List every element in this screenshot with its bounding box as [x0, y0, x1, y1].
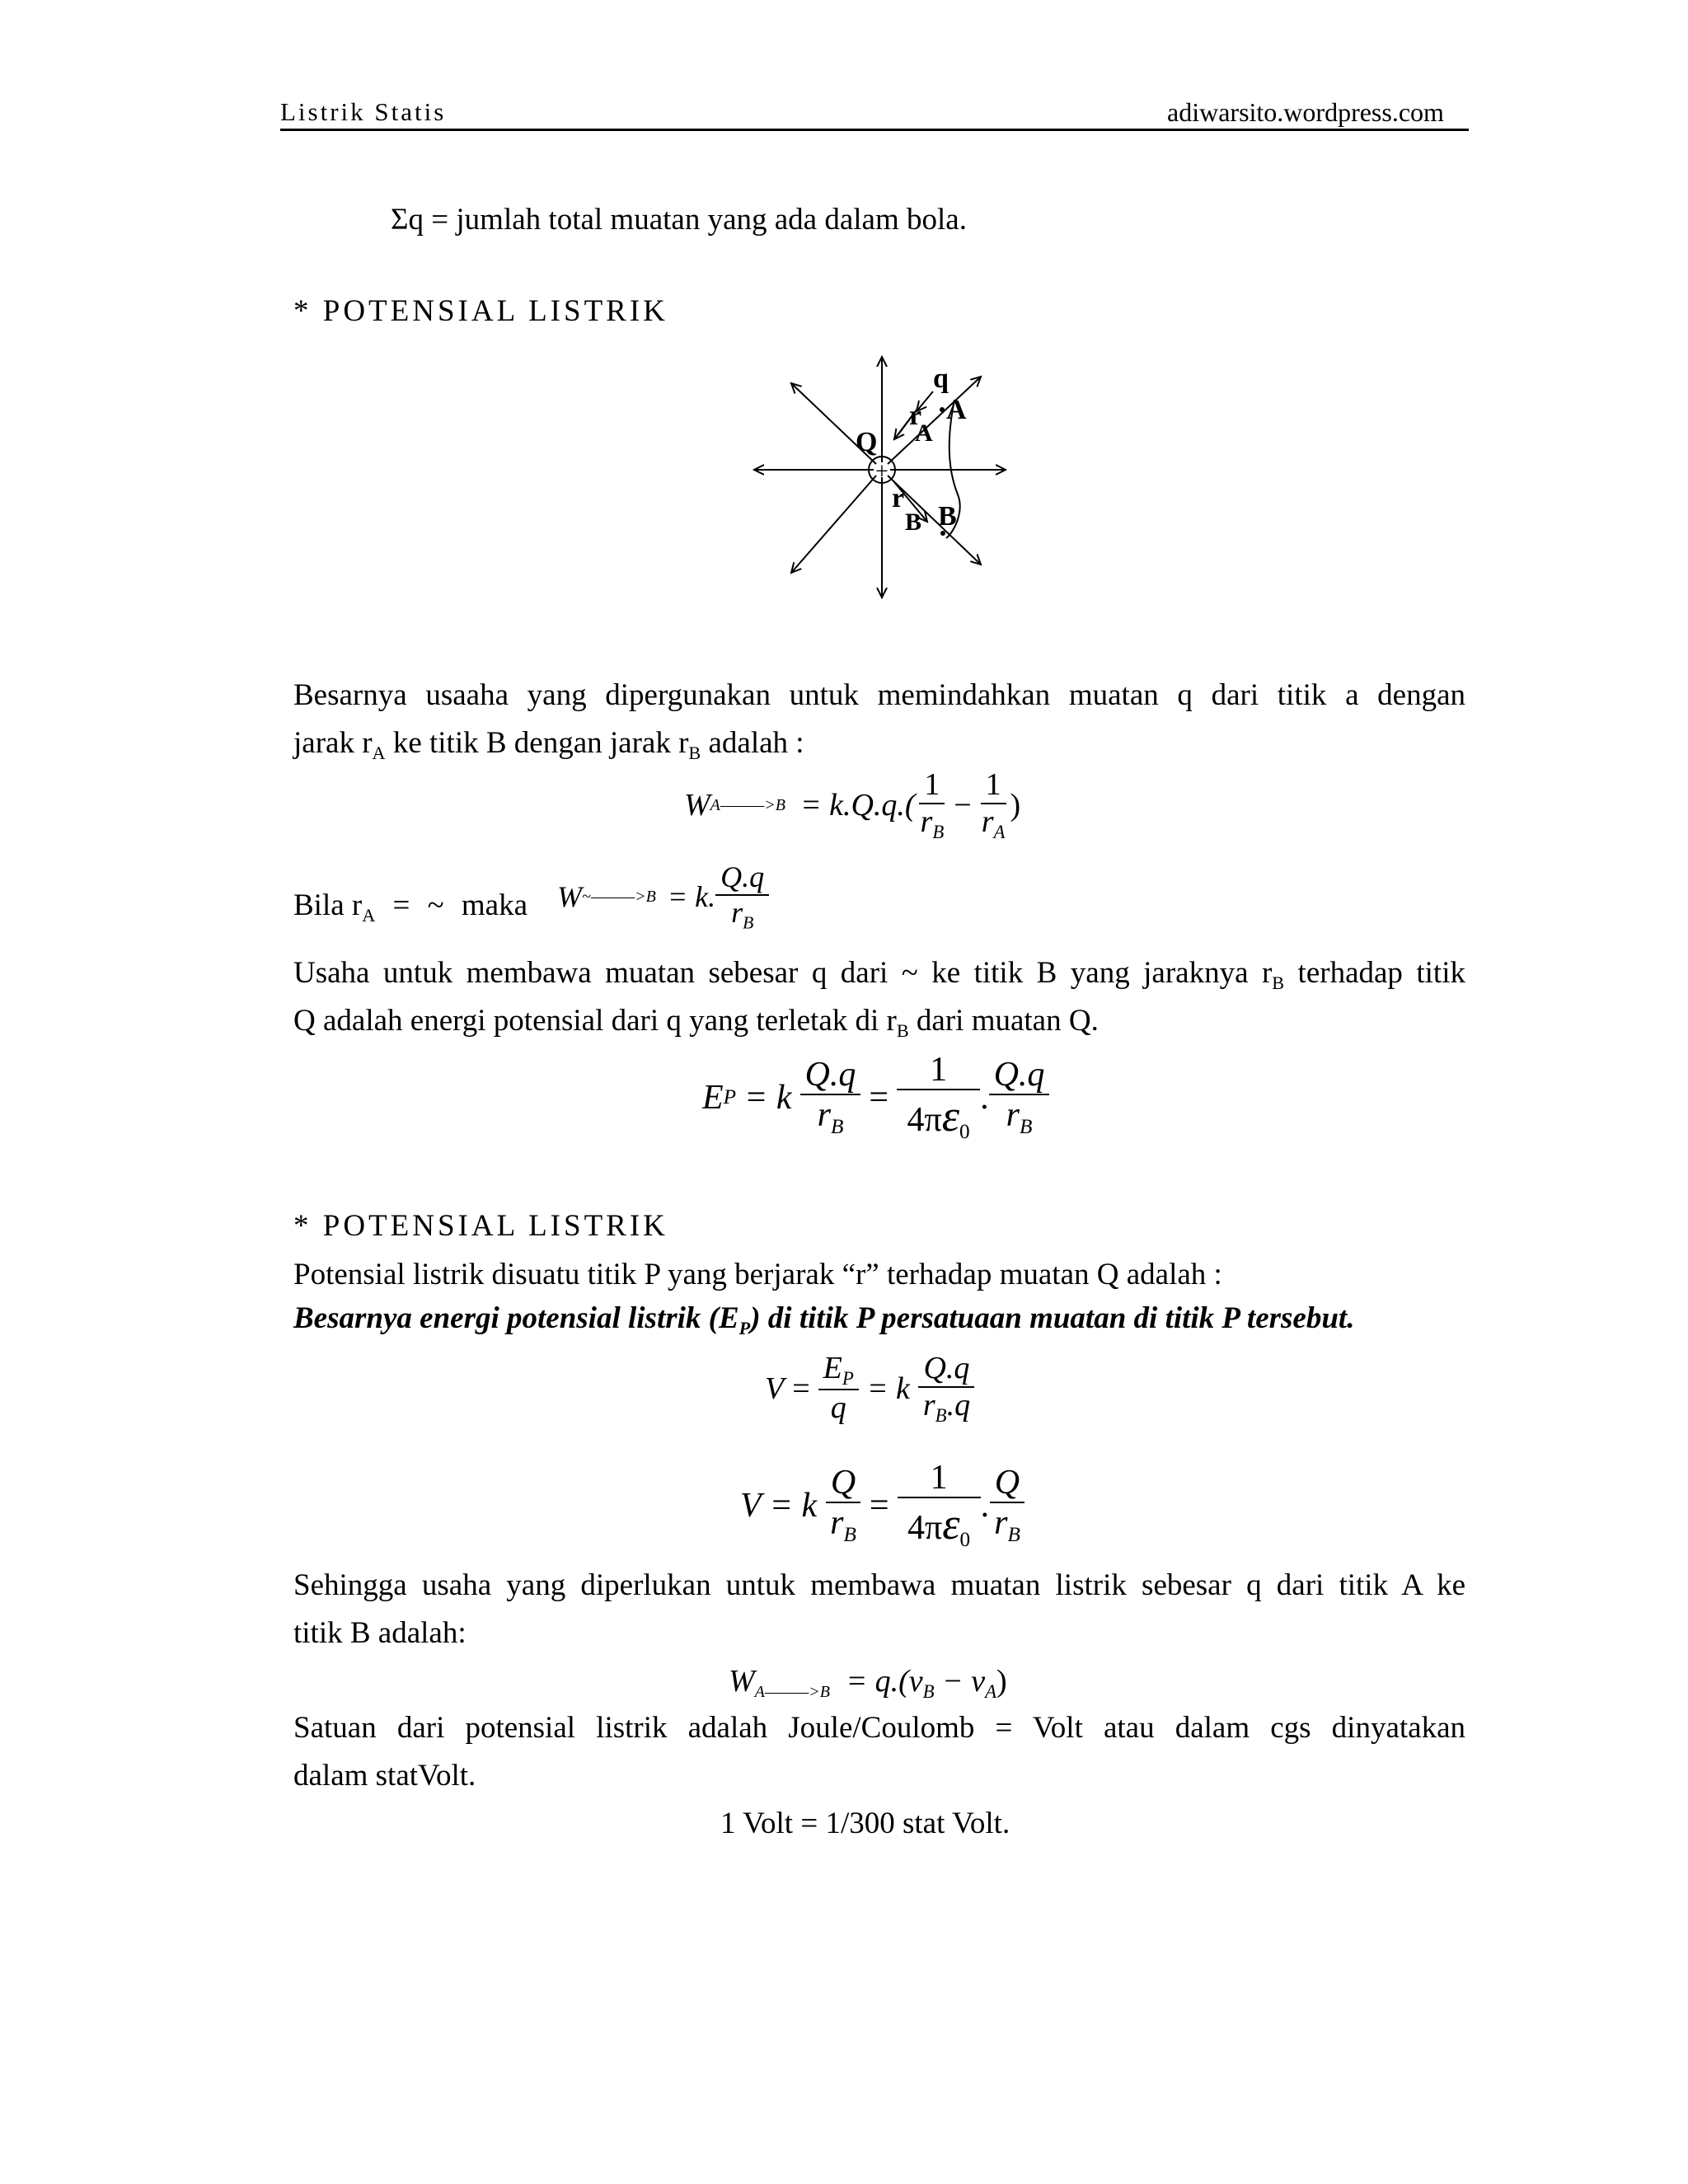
intro-line: Σq = jumlah total muatan yang ada dalam bola.	[391, 203, 967, 237]
header-title: Listrik Statis	[280, 97, 447, 126]
equation-potential-energy: E P = k $\frac{Q.q}{r_B}$ = $\frac{1}{4\pi\varepsilon_0}$ . $\frac{Q.q}{r_B}$	[702, 1051, 1049, 1145]
section2-line1: Potensial listrik disuatu titik P yang berjarak “r” terhadap muatan Q adalah :	[293, 1258, 1222, 1291]
label-Q: Q	[856, 427, 878, 457]
section1-heading: * POTENSIAL LISTRIK	[293, 294, 668, 328]
label-B: B	[938, 501, 957, 532]
label-rB-B: B	[905, 509, 922, 536]
point-A	[940, 407, 945, 412]
para3-line2: titik B adalah:	[293, 1616, 467, 1650]
label-A: A	[946, 395, 967, 425]
header-site: adiwarsito.wordpress.com	[1167, 97, 1444, 127]
para1-line2: jarak $r_A$ ke titik B dengan jarak $r_B$ adalah :	[293, 726, 804, 763]
equation-work-potential: $W_{A———>B} = q.(v_B - v_A)$	[729, 1664, 1007, 1702]
field-diagram	[742, 342, 1022, 614]
header-divider	[280, 129, 1469, 131]
label-rA-A: A	[915, 419, 933, 447]
label-plus: +	[875, 459, 889, 485]
equation-work-infinity: W ~———>B = k. $\frac{Q.q}{r_B}$	[557, 861, 769, 933]
label-rA-r: r	[909, 401, 922, 431]
section2-heading: * POTENSIAL LISTRIK	[293, 1209, 668, 1243]
volt-conversion: 1 Volt = 1/300 stat Volt.	[720, 1807, 1010, 1840]
para3-line1: Sehingga usaha yang diperlukan untuk membawa muatan listrik sebesar q dari titik A ke	[293, 1568, 1465, 1602]
field-line-downleft	[791, 476, 876, 573]
para4-line2: dalam statVolt.	[293, 1759, 476, 1793]
label-rB-r: r	[892, 483, 905, 513]
section2-definition: Besarnya energi potensial listrik $(E_P)$ di titik P persatuaan muatan di titik P tersebut.	[293, 1301, 1355, 1338]
equation-potential-def: V = $\frac{E_P}{q}$ = k $\frac{Q.q}{r_B.q}$	[765, 1352, 975, 1427]
bila-text: Bila $r_A$ = ~ maka	[293, 888, 528, 926]
para2-line2: Q adalah energi potensial dari q yang terletak di $r_B$ dari muatan Q.	[293, 1004, 1099, 1041]
equation-work-AB: W A———>B = k.Q.q.( $\frac{1}{r_B}$ − $\frac{1}{r_A}$ )	[684, 767, 1021, 842]
label-q: q	[933, 363, 949, 394]
para1-line1: Besarnya usaaha yang dipergunakan untuk memindahkan muatan q dari titik a dengan	[293, 678, 1465, 712]
para2-line1: Usaha untuk membawa muatan sebesar q dari ~ ke titik B yang jaraknya $r_B$ terhadap titik	[293, 956, 1465, 993]
equation-potential-coulomb: V = k $\frac{Q}{r_B}$ = $\frac{1}{4\pi\varepsilon_0}$ . $\frac{Q}{r_B}$	[740, 1459, 1025, 1553]
para4-line1: Satuan dari potensial listrik adalah Joule/Coulomb = Volt atau dalam cgs dinyatakan	[293, 1711, 1465, 1745]
